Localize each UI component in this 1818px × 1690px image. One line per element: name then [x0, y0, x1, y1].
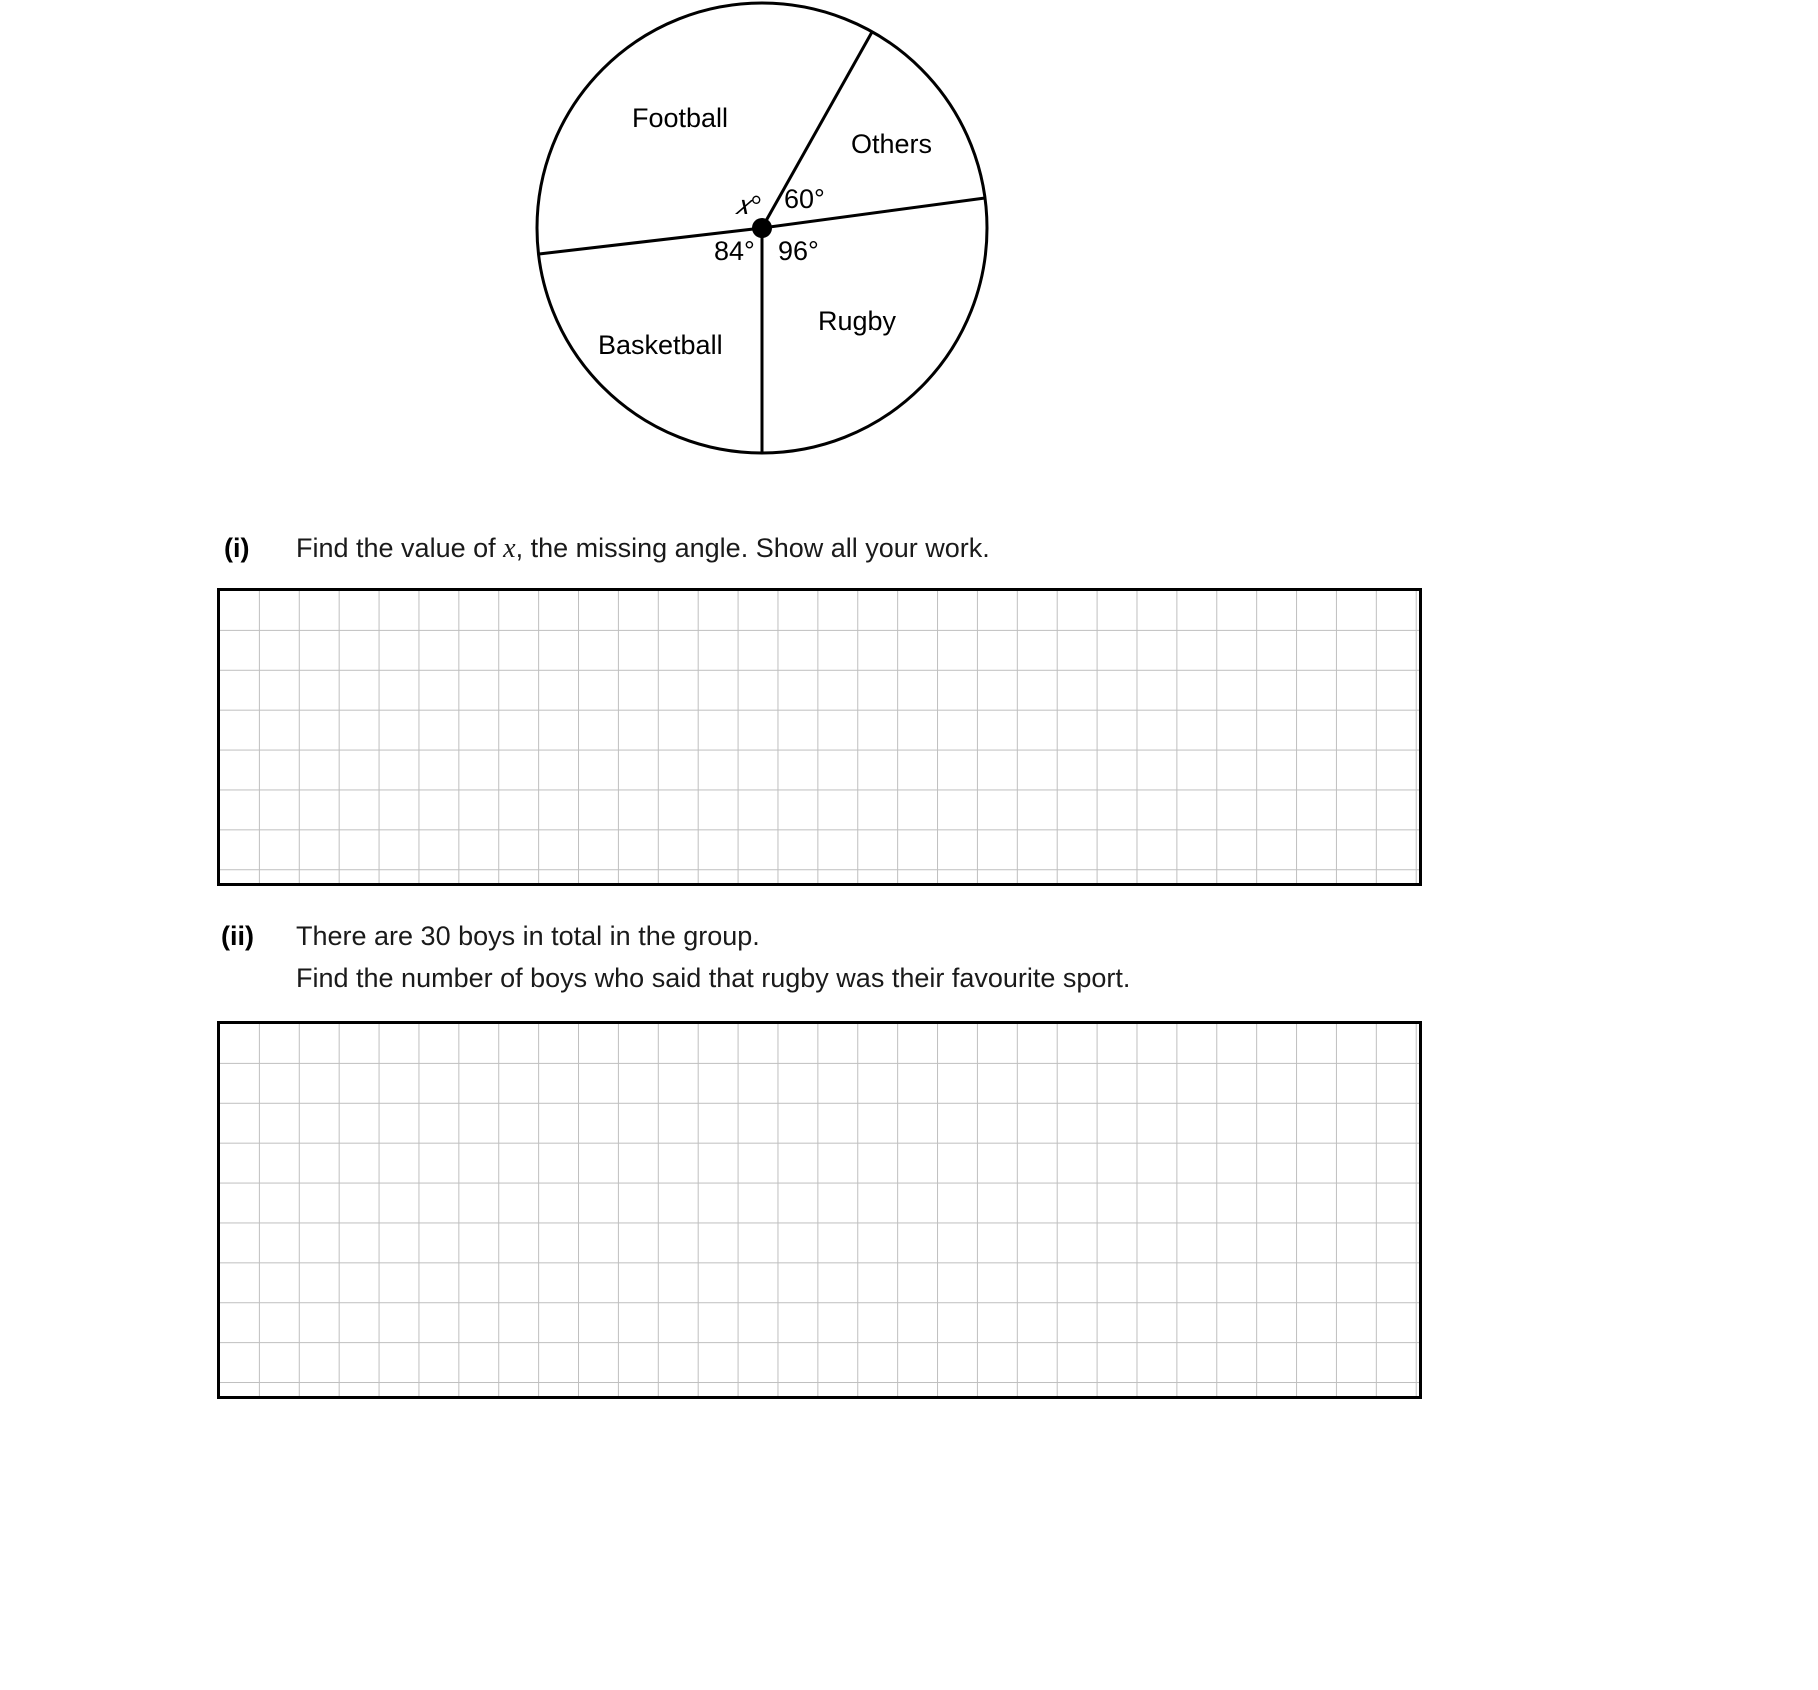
answer-grid-ii[interactable] — [217, 1021, 1422, 1399]
question-i-text-before: Find the value of — [296, 533, 504, 563]
pie-angle-96: 96° — [778, 236, 819, 266]
question-ii-line-2: Find the number of boys who said that rugby was their favourite sport. — [296, 963, 1131, 993]
question-i-text — [296, 533, 990, 565]
answer-grid-i[interactable] — [217, 588, 1422, 886]
pie-angle-60: 60° — [784, 184, 825, 214]
question-i-marker: (i) — [224, 533, 250, 563]
question-i-variable: x — [503, 533, 516, 564]
question-ii-line-1: There are 30 boys in total in the group. — [296, 921, 760, 951]
pie-angle-84: 84° — [714, 236, 755, 266]
pie-label-football: Football — [632, 103, 729, 133]
pie-chart-figure — [0, 0, 1818, 500]
question-ii-marker: (ii) — [221, 921, 254, 951]
pie-label-basketball: Basketball — [598, 330, 723, 360]
pie-centre-dot — [752, 218, 772, 238]
pie-chart-svg — [0, 0, 1818, 500]
pie-label-rugby: Rugby — [818, 306, 897, 336]
pie-label-others: Others — [851, 129, 933, 159]
question-i-text-after: , the missing angle. Show all your work. — [515, 533, 990, 563]
pie-angle-x: 𝑥° — [735, 190, 761, 220]
